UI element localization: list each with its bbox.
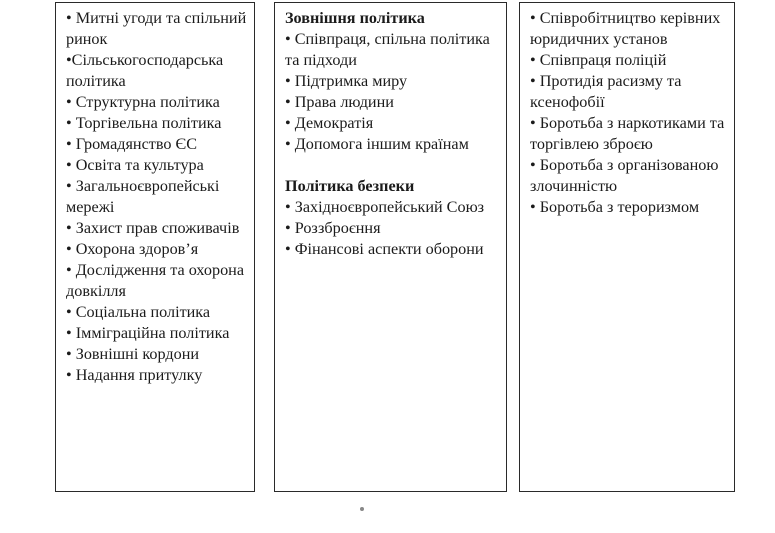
list-item: • Співпраця, спільна політика та підходи (285, 30, 490, 69)
list-item: • Допомога іншим країнам (285, 135, 469, 153)
list-item: • Фінансові аспекти оборони (285, 240, 484, 258)
list-item: • Співпраця поліцій (530, 51, 667, 69)
list-item: • Демократія (285, 114, 374, 132)
list-item: • Західноєвропейський Союз (285, 198, 485, 216)
list-item: • Освіта та культура (66, 156, 204, 174)
list-item: • Протидія расизму та ксенофобії (530, 72, 682, 111)
section-heading: Зовнішня політика (285, 9, 425, 27)
list-item: •Сільськогосподарська політика (66, 51, 224, 90)
list-item: • Соціальна політика (66, 303, 211, 321)
section-security-policy (285, 176, 506, 260)
section-foreign-policy (285, 8, 506, 155)
list-item: • Боротьба з тероризмом (530, 198, 700, 216)
list-item: • Митні угоди та спільний ринок (66, 9, 247, 48)
section-heading: Політика безпеки (285, 177, 415, 195)
list-item: • Зовнішні кордони (66, 345, 200, 363)
list-item: • Імміграційна політика (66, 324, 230, 342)
list-item: • Структурна політика (66, 93, 220, 111)
list-item: • Підтримка миру (285, 72, 408, 90)
policy-list-security (285, 197, 506, 260)
section-spacer (285, 155, 506, 176)
column-middle (274, 2, 507, 492)
list-item: • Надання притулку (66, 366, 203, 384)
list-item: • Громадянство ЄС (66, 135, 198, 153)
list-item: • Охорона здоров’я (66, 240, 199, 258)
list-item: • Права людини (285, 93, 394, 111)
policy-list-left (66, 8, 254, 386)
list-item: • Роззброєння (285, 219, 381, 237)
column-right (519, 2, 735, 492)
policy-list-foreign (285, 29, 506, 155)
list-item: • Співробітництво керівних юридичних установ (530, 9, 721, 48)
list-item: • Торгівельна політика (66, 114, 222, 132)
list-item: • Загальноєвропейські мережі (66, 177, 220, 216)
column-left (55, 2, 255, 492)
policy-list-right (530, 8, 734, 218)
list-item: • Боротьба з організованою злочинністю (530, 156, 719, 195)
list-item: • Боротьба з наркотиками та торгівлею зброєю (530, 114, 725, 153)
list-item: • Захист прав споживачів (66, 219, 240, 237)
list-item: • Дослідження та охорона довкілля (66, 261, 245, 300)
scan-speck (360, 507, 364, 511)
